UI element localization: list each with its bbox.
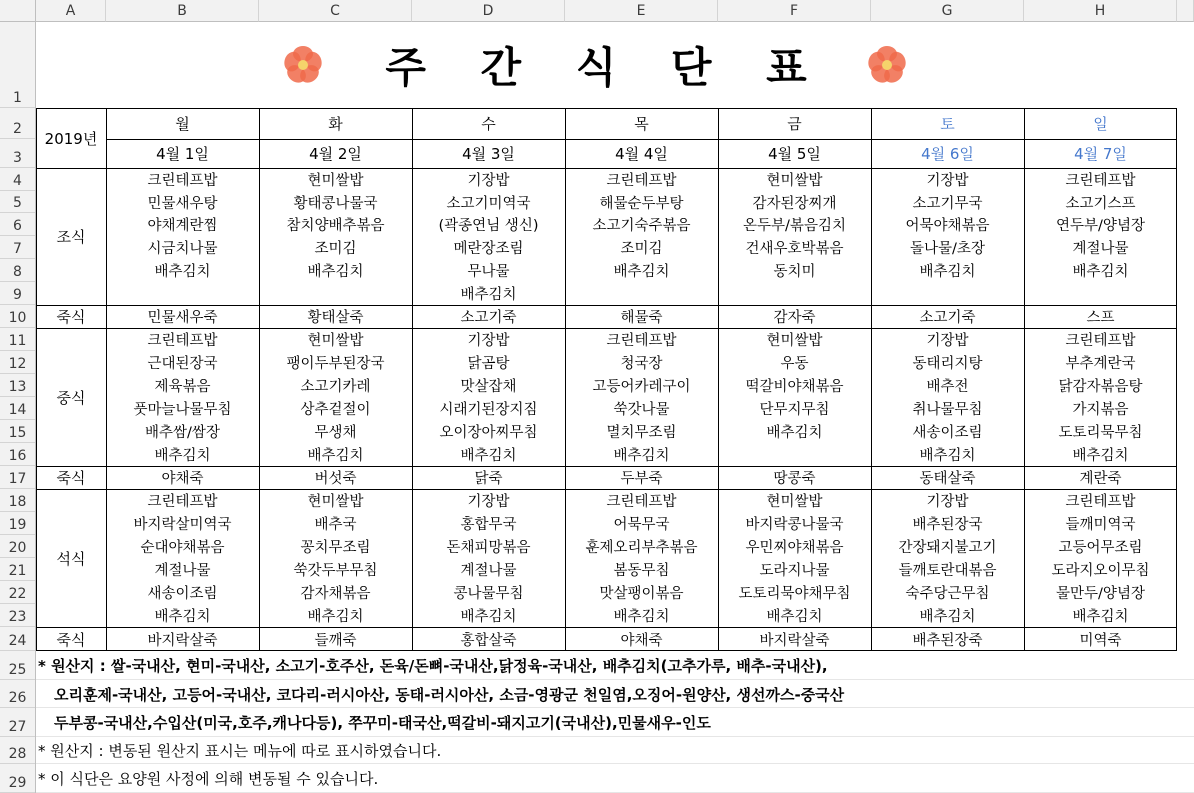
row-header-5[interactable]: 5	[0, 191, 36, 213]
menu-cell[interactable]: 현미쌀밥	[766, 494, 823, 510]
weekday-cell[interactable]: 월	[175, 115, 190, 133]
menu-cell[interactable]: 소고기무국	[912, 195, 983, 212]
select-all-corner[interactable]	[0, 0, 36, 22]
menu-cell[interactable]: 소고기스프	[1065, 195, 1136, 212]
menu-cell[interactable]: 현미쌀밥	[307, 333, 364, 349]
flower-icon	[864, 42, 910, 88]
menu-cell[interactable]: 풋마늘나물무침	[133, 402, 232, 418]
menu-cell[interactable]: 무나물	[467, 264, 510, 280]
column-header-D[interactable]: D	[412, 0, 565, 22]
menu-cell[interactable]: 봄동무침	[613, 563, 670, 579]
row-header-22[interactable]: 22	[0, 581, 36, 604]
menu-cell[interactable]: 간장돼지불고기	[898, 540, 997, 556]
porridge-cell[interactable]: 두부죽	[620, 471, 663, 487]
menu-cell[interactable]: 크린테프밥	[147, 494, 218, 510]
date-cell[interactable]: 4월 7일	[1074, 145, 1127, 163]
menu-cell[interactable]: 배추김치	[919, 264, 976, 280]
meal-label-dinner[interactable]: 석식	[56, 549, 86, 568]
menu-cell[interactable]: 황태콩나물국	[293, 195, 378, 212]
row-header-15[interactable]: 15	[0, 420, 36, 443]
column-header-A[interactable]: A	[36, 0, 106, 22]
row-header-10[interactable]: 10	[0, 305, 36, 328]
column-header-filler	[1177, 0, 1194, 22]
table-border	[36, 305, 1177, 306]
menu-cell[interactable]: 콩나물무침	[453, 586, 524, 602]
row-header-11[interactable]: 11	[0, 328, 36, 351]
menu-cell[interactable]: 팽이두부된장국	[286, 356, 385, 372]
menu-cell[interactable]: 청국장	[620, 356, 663, 372]
menu-cell[interactable]	[1024, 282, 1177, 305]
menu-cell[interactable]: 감자된장찌개	[752, 195, 837, 212]
porridge-cell[interactable]: 동태살죽	[919, 471, 976, 487]
menu-cell[interactable]: 배추된장국	[912, 517, 983, 533]
menu-cell[interactable]: 야채계란찜	[147, 218, 218, 234]
menu-cell[interactable]: 배추김치	[1072, 264, 1129, 280]
menu-cell[interactable]: 도토리묵야채무침	[738, 586, 851, 602]
row-header-6[interactable]: 6	[0, 213, 36, 236]
menu-cell[interactable]: 건새우호박볶음	[745, 241, 844, 257]
menu-cell[interactable]	[718, 443, 871, 466]
menu-cell[interactable]: 크린테프밥	[1065, 333, 1136, 349]
date-cell[interactable]: 4월 2일	[309, 145, 362, 163]
menu-cell[interactable]: 크린테프밥	[606, 173, 677, 189]
menu-cell[interactable]: 제육볶음	[154, 379, 211, 395]
menu-cell[interactable]: 계절나물	[1072, 241, 1129, 257]
menu-cell[interactable]: 크린테프밥	[606, 333, 677, 349]
menu-cell[interactable]: 시금치나물	[147, 241, 218, 257]
menu-cell[interactable]: 떡갈비야채볶음	[745, 379, 844, 395]
menu-cell[interactable]: 들깨미역국	[1065, 517, 1136, 533]
menu-cell[interactable]: 물만두/양념장	[1056, 586, 1145, 602]
menu-cell[interactable]: 배추김치	[307, 264, 364, 280]
menu-cell[interactable]: 근대된장국	[147, 356, 218, 372]
row-header-24[interactable]: 24	[0, 627, 36, 651]
menu-cell[interactable]: 오이장아찌무침	[439, 425, 538, 441]
table-border	[259, 108, 260, 651]
row-header-13[interactable]: 13	[0, 374, 36, 397]
table-border	[36, 489, 1177, 490]
weekday-cell[interactable]: 토	[940, 115, 955, 133]
porridge-cell[interactable]: 바지락살죽	[759, 632, 830, 649]
porridge-cell[interactable]: 배추된장죽	[912, 632, 983, 649]
menu-cell[interactable]: 온두부/볶음김치	[743, 218, 846, 234]
menu-cell[interactable]: 소고기미역국	[446, 195, 531, 212]
porridge-cell[interactable]: 민물새우죽	[147, 310, 218, 326]
menu-cell[interactable]: 배추김치	[1072, 448, 1129, 464]
date-cell[interactable]: 4월 6일	[921, 145, 974, 163]
menu-cell[interactable]: 돌나물/초장	[910, 241, 985, 257]
menu-cell[interactable]: 배추쌈/쌈장	[145, 425, 220, 441]
menu-cell[interactable]: 기장밥	[467, 494, 510, 510]
menu-cell[interactable]: (곽종연님 생신)	[438, 218, 539, 234]
menu-cell[interactable]: 크린테프밥	[147, 333, 218, 349]
menu-cell[interactable]: 배추김치	[766, 425, 823, 441]
row-header-28[interactable]: 28	[0, 737, 36, 764]
row-header-1[interactable]: 1	[0, 22, 36, 108]
menu-cell[interactable]: 배추김치	[154, 609, 211, 625]
row-header-25[interactable]: 25	[0, 651, 36, 680]
menu-cell[interactable]: 민물새우탕	[147, 195, 218, 212]
menu-cell[interactable]: 어묵야채볶음	[905, 218, 990, 234]
menu-cell[interactable]: 배추국	[314, 517, 357, 533]
row-header-4[interactable]: 4	[0, 168, 36, 191]
menu-cell[interactable]: 조미김	[620, 241, 663, 257]
porridge-cell[interactable]: 바지락살죽	[147, 632, 218, 649]
table-border	[106, 108, 107, 651]
menu-cell[interactable]: 배추김치	[460, 448, 517, 464]
menu-cell[interactable]: 배추전	[926, 379, 969, 395]
row-header-14[interactable]: 14	[0, 397, 36, 420]
menu-cell[interactable]: 취나물무침	[912, 402, 983, 418]
menu-cell[interactable]: 배추김치	[154, 448, 211, 464]
row-header-3[interactable]: 3	[0, 139, 36, 168]
porridge-cell[interactable]: 닭죽	[474, 471, 503, 487]
weekday-cell[interactable]: 일	[1093, 115, 1108, 133]
menu-cell[interactable]: 홍합무국	[460, 517, 517, 533]
table-border	[871, 108, 872, 651]
menu-cell[interactable]: 연두부/양념장	[1056, 218, 1145, 234]
table-border	[36, 466, 1177, 467]
menu-cell[interactable]: 배추김치	[307, 448, 364, 464]
porridge-cell[interactable]: 황태살죽	[307, 310, 364, 326]
menu-cell[interactable]: 현미쌀밥	[766, 333, 823, 349]
row-header-2[interactable]: 2	[0, 108, 36, 139]
menu-cell[interactable]: 크린테프밥	[147, 173, 218, 189]
table-border	[565, 108, 566, 651]
menu-cell[interactable]: 우동	[780, 356, 809, 372]
table-border	[36, 627, 1177, 628]
menu-cell[interactable]: 도라지오이무침	[1051, 563, 1150, 579]
row-header-29[interactable]: 29	[0, 764, 36, 793]
menu-cell[interactable]: 돈채피망볶음	[446, 540, 531, 556]
menu-cell[interactable]: 크린테프밥	[606, 494, 677, 510]
date-cell[interactable]: 4월 3일	[462, 145, 515, 163]
menu-cell[interactable]: 어묵무국	[613, 517, 670, 533]
menu-cell[interactable]: 동치미	[773, 264, 816, 280]
menu-cell[interactable]: 현미쌀밥	[307, 494, 364, 510]
row-header-8[interactable]: 8	[0, 259, 36, 282]
menu-cell[interactable]: 배추김치	[766, 609, 823, 625]
note-line: * 원산지 : 변동된 원산지 표시는 메뉴에 따로 표시하였습니다.	[38, 742, 442, 760]
porridge-cell[interactable]: 감자죽	[773, 310, 816, 326]
menu-cell[interactable]: 배추김치	[460, 287, 517, 303]
porridge-cell[interactable]: 홍합살죽	[460, 632, 517, 649]
menu-cell[interactable]	[718, 282, 871, 305]
menu-cell[interactable]: 쑥갓두부무침	[293, 563, 378, 579]
menu-cell[interactable]: 새송이조림	[912, 425, 983, 441]
menu-cell[interactable]	[259, 282, 412, 305]
menu-cell[interactable]: 우민찌야채볶음	[745, 540, 844, 556]
menu-cell[interactable]: 새송이조림	[147, 586, 218, 602]
menu-cell[interactable]: 맛살팽이볶음	[599, 586, 684, 602]
weekday-cell[interactable]: 화	[328, 115, 343, 133]
menu-cell[interactable]: 배추김치	[919, 609, 976, 625]
row-header-23[interactable]: 23	[0, 604, 36, 627]
menu-cell[interactable]: 도라지나물	[759, 563, 830, 579]
menu-cell[interactable]: 들깨토란대볶음	[898, 563, 997, 579]
row-header-12[interactable]: 12	[0, 351, 36, 374]
menu-cell[interactable]: 배추김치	[460, 609, 517, 625]
table-border	[36, 328, 1177, 329]
row-header-27[interactable]: 27	[0, 708, 36, 737]
meal-label-porridge[interactable]: 죽식	[56, 630, 86, 649]
porridge-cell[interactable]: 소고기죽	[919, 310, 976, 326]
menu-cell[interactable]: 배추김치	[307, 609, 364, 625]
menu-cell[interactable]: 기장밥	[926, 333, 969, 349]
menu-cell[interactable]: 기장밥	[467, 173, 510, 189]
column-header-B[interactable]: B	[106, 0, 259, 22]
flower-icon	[280, 42, 326, 88]
menu-cell[interactable]: 바지락살미역국	[133, 517, 232, 533]
menu-cell[interactable]: 닭감자볶음탕	[1058, 379, 1143, 395]
meal-label-lunch[interactable]: 중식	[56, 388, 86, 407]
porridge-cell[interactable]: 미역죽	[1079, 632, 1122, 649]
menu-cell[interactable]: 가지볶음	[1072, 402, 1129, 418]
menu-cell[interactable]	[106, 282, 259, 305]
row-header-26[interactable]: 26	[0, 680, 36, 708]
menu-cell[interactable]: 크린테프밥	[1065, 494, 1136, 510]
menu-cell[interactable]: 조미김	[314, 241, 357, 257]
menu-cell[interactable]: 소고기카레	[300, 379, 371, 395]
menu-cell[interactable]: 단무지무침	[759, 402, 830, 418]
column-header-C[interactable]: C	[259, 0, 412, 22]
column-header-G[interactable]: G	[871, 0, 1024, 22]
menu-cell[interactable]: 부추계란국	[1065, 356, 1136, 372]
row-header-7[interactable]: 7	[0, 236, 36, 259]
table-border	[106, 139, 1177, 140]
menu-cell[interactable]: 멸치무조림	[606, 425, 677, 441]
row-header-16[interactable]: 16	[0, 443, 36, 466]
menu-cell[interactable]: 계절나물	[460, 563, 517, 579]
row-header-17[interactable]: 17	[0, 466, 36, 489]
menu-cell[interactable]: 닭곰탕	[467, 356, 510, 372]
note-line: 두부콩-국내산,수입산(미국,호주,캐나다등), 쭈꾸미-태국산,떡갈비-돼지고기(국내산),민물새우-인도	[54, 714, 711, 732]
menu-cell[interactable]: 감자채볶음	[300, 586, 371, 602]
menu-cell[interactable]: 배추김치	[613, 448, 670, 464]
row-header-20[interactable]: 20	[0, 535, 36, 558]
column-header-E[interactable]: E	[565, 0, 718, 22]
menu-cell[interactable]: 소고기숙주볶음	[592, 218, 691, 234]
table-border	[718, 108, 719, 651]
weekday-cell[interactable]: 목	[634, 115, 649, 133]
porridge-cell[interactable]: 소고기죽	[460, 310, 517, 326]
menu-cell[interactable]: 무생채	[314, 425, 357, 441]
date-cell[interactable]: 4월 4일	[615, 145, 668, 163]
menu-cell[interactable]: 크린테프밥	[1065, 173, 1136, 189]
menu-cell[interactable]: 상추겉절이	[300, 402, 371, 418]
table-border	[1024, 108, 1025, 651]
date-cell[interactable]: 4월 5일	[768, 145, 821, 163]
menu-cell[interactable]: 고등어카레구이	[592, 379, 691, 395]
menu-cell[interactable]: 맛살잡채	[460, 379, 517, 395]
menu-cell[interactable]: 숙주당근무침	[905, 586, 990, 602]
menu-cell[interactable]: 동태리지탕	[912, 356, 983, 372]
menu-cell[interactable]: 배추김치	[154, 264, 211, 280]
column-header-H[interactable]: H	[1024, 0, 1177, 22]
column-header-F[interactable]: F	[718, 0, 871, 22]
note-line: * 이 식단은 요양원 사정에 의해 변동될 수 있습니다.	[38, 770, 379, 788]
note-line: * 원산지 : 쌀-국내산, 현미-국내산, 소고기-호주산, 돈육/돈뼈-국내산,닭정육-국내산, 배추김치(고추가루, 배추-국내산),	[38, 657, 828, 675]
porridge-cell[interactable]: 계란죽	[1079, 471, 1122, 487]
table-border	[36, 168, 1177, 169]
porridge-cell[interactable]: 스프	[1086, 310, 1115, 326]
porridge-cell[interactable]: 땅콩죽	[773, 471, 816, 487]
menu-cell[interactable]: 배추김치	[613, 264, 670, 280]
row-header-9[interactable]: 9	[0, 282, 36, 305]
menu-cell[interactable]: 배추김치	[1072, 609, 1129, 625]
row-header-19[interactable]: 19	[0, 512, 36, 535]
weekday-cell[interactable]: 수	[481, 115, 496, 133]
table-border	[412, 108, 413, 651]
menu-cell[interactable]: 계절나물	[154, 563, 211, 579]
menu-cell[interactable]: 훈제오리부추볶음	[585, 540, 698, 556]
menu-cell[interactable]: 꽁치무조림	[300, 540, 371, 556]
porridge-cell[interactable]: 해물죽	[620, 310, 663, 326]
table-border	[36, 108, 1177, 109]
row-header-21[interactable]: 21	[0, 558, 36, 581]
menu-cell[interactable]: 배추김치	[919, 448, 976, 464]
menu-cell[interactable]: 현미쌀밥	[307, 173, 364, 189]
menu-cell[interactable]: 현미쌀밥	[766, 173, 823, 189]
date-cell[interactable]: 4월 1일	[156, 145, 209, 163]
menu-cell[interactable]	[871, 282, 1024, 305]
menu-cell[interactable]: 도토리묵무침	[1058, 425, 1143, 441]
menu-cell[interactable]: 해물순두부탕	[599, 195, 684, 212]
meal-label-porridge[interactable]: 죽식	[56, 308, 86, 326]
meal-label-porridge[interactable]: 죽식	[56, 469, 86, 487]
menu-cell[interactable]: 고등어무조림	[1058, 540, 1143, 556]
menu-cell[interactable]: 순대야채볶음	[140, 540, 225, 556]
porridge-cell[interactable]: 야채죽	[620, 632, 663, 649]
menu-cell[interactable]: 바지락콩나물국	[745, 517, 844, 533]
row-header-18[interactable]: 18	[0, 489, 36, 512]
menu-cell[interactable]: 참치양배추볶음	[286, 218, 385, 234]
table-border	[1176, 108, 1177, 651]
menu-cell[interactable]: 배추김치	[613, 609, 670, 625]
menu-cell[interactable]: 시래기된장지짐	[439, 402, 538, 418]
year-cell[interactable]: 2019년	[44, 129, 98, 148]
porridge-cell[interactable]: 들깨죽	[314, 632, 357, 649]
note-line: 오리훈제-국내산, 고등어-국내산, 코다리-러시아산, 동태-러시아산, 소금-영광군 천일염,오징어-원양산, 생선까스-중국산	[54, 685, 845, 704]
menu-cell[interactable]: 메란장조림	[453, 241, 524, 257]
menu-title: 주 간 식 단 표	[385, 43, 827, 92]
weekday-cell[interactable]: 금	[787, 115, 802, 133]
porridge-cell[interactable]: 버섯죽	[314, 471, 357, 487]
meal-label-breakfast[interactable]: 조식	[56, 228, 86, 246]
porridge-cell[interactable]: 야채죽	[161, 471, 204, 487]
menu-cell[interactable]: 기장밥	[926, 173, 969, 189]
menu-cell[interactable]	[565, 282, 718, 305]
menu-cell[interactable]: 쑥갓나물	[613, 402, 670, 418]
menu-cell[interactable]: 기장밥	[926, 494, 969, 510]
table-border	[36, 108, 37, 651]
menu-cell[interactable]: 기장밥	[467, 333, 510, 349]
